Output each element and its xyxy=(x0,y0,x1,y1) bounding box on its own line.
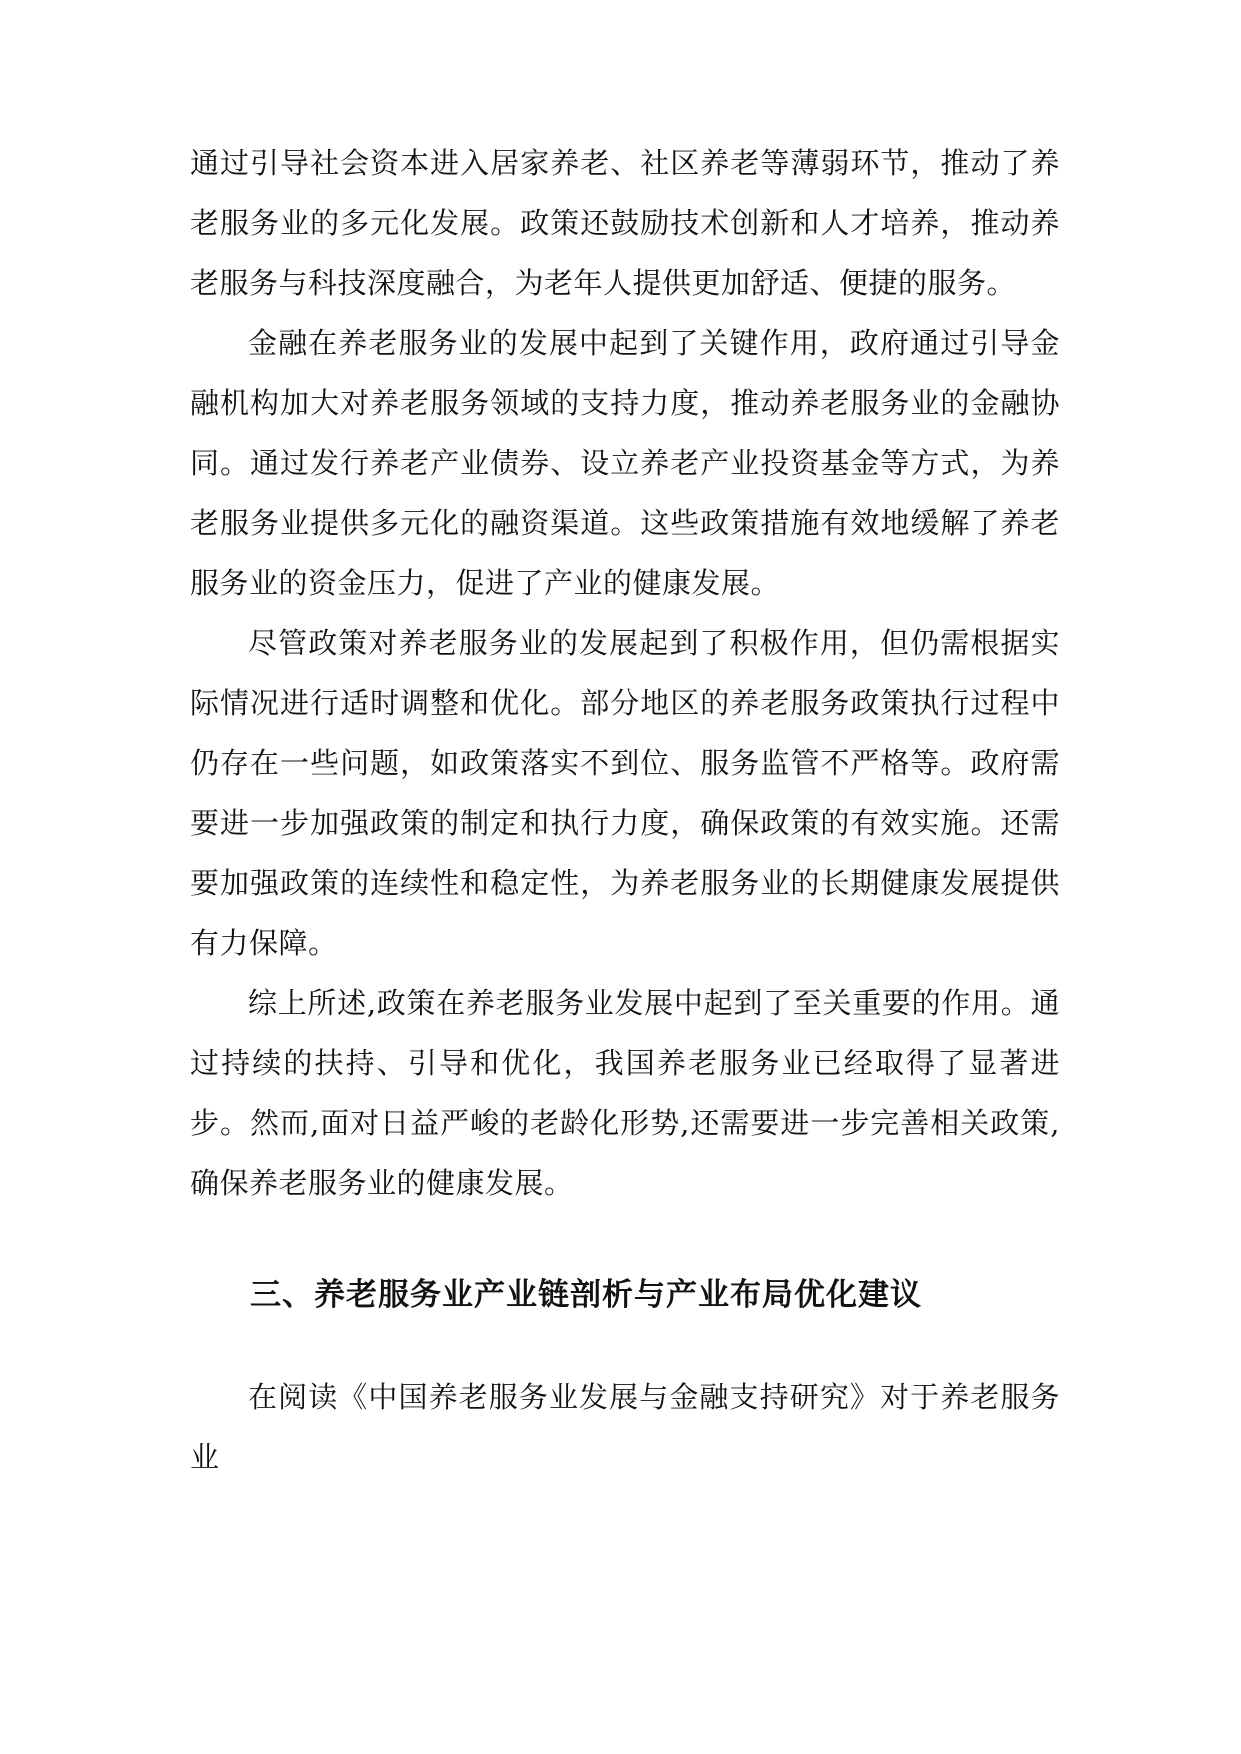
section-heading: 三、养老服务业产业链剖析与产业布局优化建议 xyxy=(250,1277,922,1313)
paragraph-summary: 综上所述,政策在养老服务业发展中起到了至关重要的作用。通过持续的扶持、引导和优化，我国养老服务业已经取得了显著进步。然而,面对日益严峻的老龄化形势,还需要进一步完善相关政策,确保养老服务业的健康发展。 xyxy=(190,986,1060,1200)
document-body xyxy=(190,133,1060,1487)
paragraph-policy-adjustment: 尽管政策对养老服务业的发展起到了积极作用，但仍需根据实际情况进行适时调整和优化。部分地区的养老服务政策执行过程中仍存在一些问题，如政策落实不到位、服务监管不严格等。政府需要进一步加强政策的制定和执行力度，确保政策的有效实施。还需要加强政策的连续性和稳定性，为养老服务业的长期健康发展提供有力保障。 xyxy=(190,626,1060,960)
paragraph-finance-role: 金融在养老服务业的发展中起到了关键作用，政府通过引导金融机构加大对养老服务领域的支持力度，推动养老服务业的金融协同。通过发行养老产业债券、设立养老产业投资基金等方式，为养老服务业提供多元化的融资渠道。这些政策措施有效地缓解了养老服务业的资金压力，促进了产业的健康发展。 xyxy=(190,326,1060,600)
paragraph-policy-diversification: 通过引导社会资本进入居家养老、社区养老等薄弱环节，推动了养老服务业的多元化发展。政策还鼓励技术创新和人才培养，推动养老服务与科技深度融合，为老年人提供更加舒适、便捷的服务。 xyxy=(190,146,1060,300)
paragraph-reading-intro: 在阅读《中国养老服务业发展与金融支持研究》对于养老服务业 xyxy=(190,1380,1060,1474)
